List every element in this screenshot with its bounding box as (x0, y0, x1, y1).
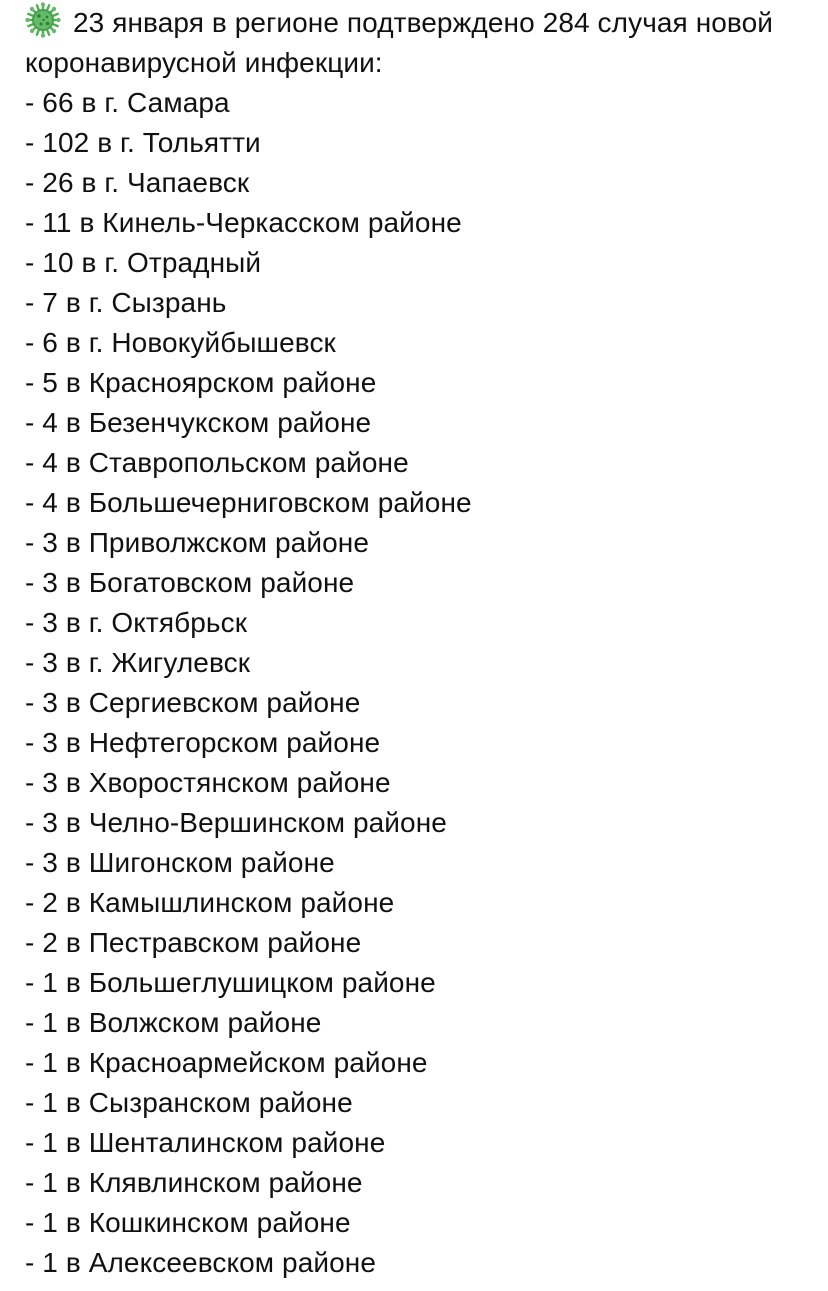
list-item: - 1 в Алексеевском районе (25, 1247, 377, 1278)
list-item: - 3 в Челно-Вершинском районе (25, 807, 447, 838)
list-item: - 1 в Волжском районе (25, 1007, 322, 1038)
list-item: - 3 в Богатовском районе (25, 567, 355, 598)
post-intro (25, 2, 815, 83)
list-item: - 3 в Хворостянском районе (25, 767, 391, 798)
list-item: - 5 в Красноярском районе (25, 367, 377, 398)
virus-icon (25, 2, 61, 38)
list-item: - 2 в Пестравском районе (25, 927, 362, 958)
list-item: - 6 в г. Новокуйбышевск (25, 327, 336, 358)
list-item: - 4 в Безенчукском районе (25, 407, 372, 438)
list-item: - 3 в Шигонском районе (25, 847, 335, 878)
list-item: - 2 в Камышлинском районе (25, 887, 395, 918)
list-item: - 1 в Клявлинском районе (25, 1167, 363, 1198)
case-list (25, 83, 815, 1283)
list-item: - 7 в г. Сызрань (25, 287, 227, 318)
list-item: - 3 в Нефтегорском районе (25, 727, 381, 758)
list-item: - 66 в г. Самара (25, 87, 230, 118)
list-item: - 3 в Сергиевском районе (25, 687, 361, 718)
list-item: - 10 в г. Отрадный (25, 247, 262, 278)
list-item: - 3 в г. Октябрьск (25, 607, 248, 638)
list-item: - 4 в Ставропольском районе (25, 447, 409, 478)
list-item: - 4 в Большечерниговском районе (25, 487, 472, 518)
list-item: - 11 в Кинель-Черкасском районе (25, 207, 462, 238)
list-item: - 3 в г. Жигулевск (25, 647, 251, 678)
intro-text: 23 января в регионе подтверждено 284 случая новой коронавирусной инфекции: (25, 7, 774, 78)
message-post (25, 2, 815, 1283)
list-item: - 1 в Большеглушицком районе (25, 967, 436, 998)
list-item: - 3 в Приволжском районе (25, 527, 369, 558)
list-item: - 26 в г. Чапаевск (25, 167, 250, 198)
list-item: - 1 в Красноармейском районе (25, 1047, 428, 1078)
list-item: - 102 в г. Тольятти (25, 127, 261, 158)
list-item: - 1 в Кошкинском районе (25, 1207, 351, 1238)
list-item: - 1 в Сызранском районе (25, 1087, 353, 1118)
list-item: - 1 в Шенталинском районе (25, 1127, 386, 1158)
